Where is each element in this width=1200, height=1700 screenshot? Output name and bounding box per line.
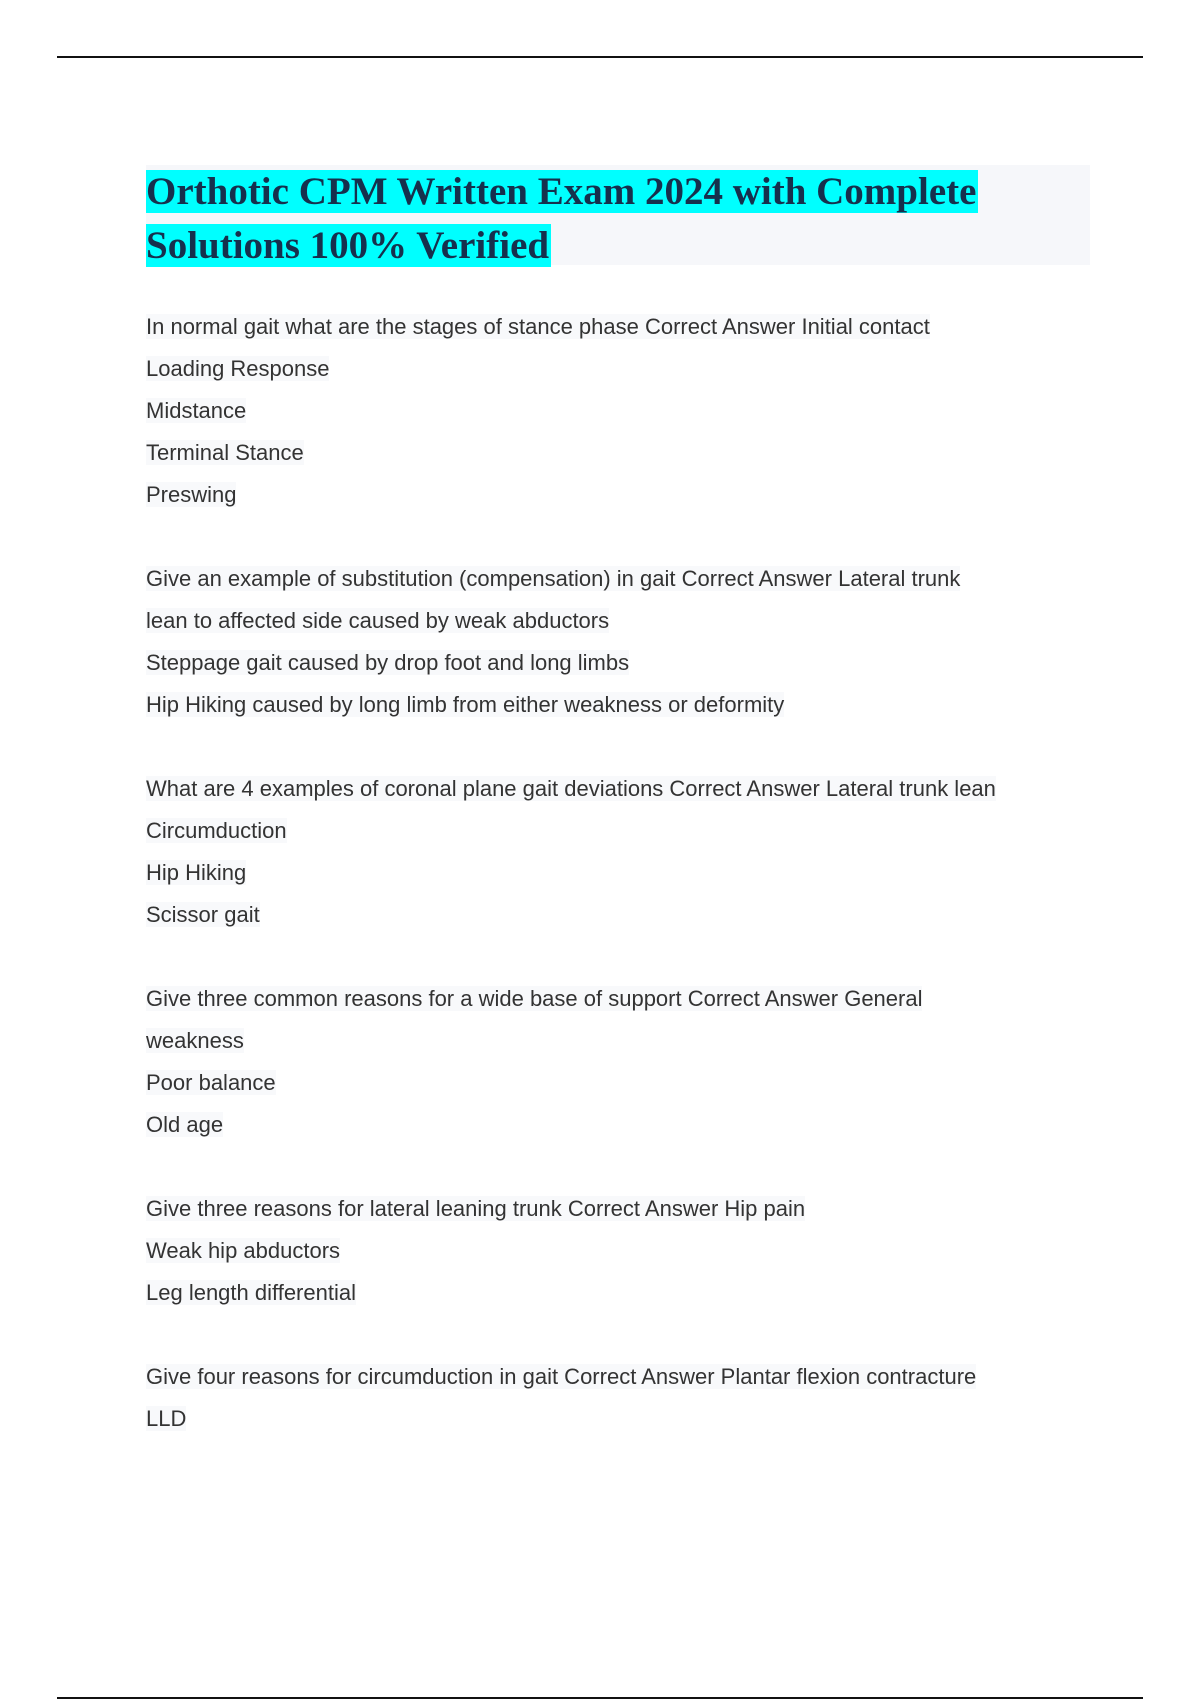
line-text: Give four reasons for circumduction in gait Correct Answer Plantar flexion contracture <box>146 1364 977 1389</box>
answer-line <box>146 1272 1106 1314</box>
line-text: weakness <box>146 1028 244 1053</box>
header-rule <box>57 56 1143 58</box>
question-line <box>146 558 1106 600</box>
answer-line <box>146 810 1106 852</box>
answer-line <box>146 852 1106 894</box>
qa-block <box>146 1188 1106 1314</box>
line-text: Midstance <box>146 398 247 423</box>
qa-block <box>146 1356 1106 1440</box>
qa-block <box>146 768 1106 936</box>
answer-line <box>146 1230 1106 1272</box>
answer-line <box>146 432 1106 474</box>
line-text: Give an example of substitution (compensation) in gait Correct Answer Lateral trunk <box>146 566 961 591</box>
line-text: Weak hip abductors <box>146 1238 341 1263</box>
qa-content <box>146 306 1106 1482</box>
qa-block <box>146 558 1106 726</box>
line-text: Scissor gait <box>146 902 260 927</box>
line-text: Give three reasons for lateral leaning trunk Correct Answer Hip pain <box>146 1196 806 1221</box>
line-text: Hip Hiking <box>146 860 247 885</box>
question-line <box>146 306 1106 348</box>
answer-line <box>146 642 1106 684</box>
line-text: What are 4 examples of coronal plane gait deviations Correct Answer Lateral trunk lean <box>146 776 996 801</box>
answer-line <box>146 348 1106 390</box>
title-text <box>146 165 1090 273</box>
answer-line <box>146 600 1106 642</box>
question-line <box>146 978 1106 1020</box>
question-line <box>146 1188 1106 1230</box>
line-text: Give three common reasons for a wide base of support Correct Answer General <box>146 986 923 1011</box>
line-text: Loading Response <box>146 356 330 381</box>
answer-line <box>146 684 1106 726</box>
line-text: In normal gait what are the stages of stance phase Correct Answer Initial contact <box>146 314 930 339</box>
answer-line <box>146 1398 1106 1440</box>
qa-block <box>146 306 1106 516</box>
line-text: LLD <box>146 1406 187 1431</box>
answer-line <box>146 390 1106 432</box>
title-line: Orthotic CPM Written Exam 2024 with Complete <box>146 170 977 213</box>
qa-block <box>146 978 1106 1146</box>
line-text: Steppage gait caused by drop foot and long limbs <box>146 650 630 675</box>
line-text: Circumduction <box>146 818 287 843</box>
line-text: lean to affected side caused by weak abductors <box>146 608 610 633</box>
question-line <box>146 1356 1106 1398</box>
answer-line <box>146 1020 1106 1062</box>
title-line: Solutions 100% Verified <box>146 224 550 267</box>
line-text: Old age <box>146 1112 224 1137</box>
answer-line <box>146 474 1106 516</box>
line-text: Leg length differential <box>146 1280 356 1305</box>
line-text: Poor balance <box>146 1070 276 1095</box>
answer-line <box>146 894 1106 936</box>
answer-line <box>146 1104 1106 1146</box>
question-line <box>146 768 1106 810</box>
line-text: Hip Hiking caused by long limb from either weakness or deformity <box>146 692 785 717</box>
footer-rule <box>57 1697 1143 1699</box>
document-title <box>146 165 1090 265</box>
line-text: Terminal Stance <box>146 440 304 465</box>
line-text: Preswing <box>146 482 237 507</box>
answer-line <box>146 1062 1106 1104</box>
